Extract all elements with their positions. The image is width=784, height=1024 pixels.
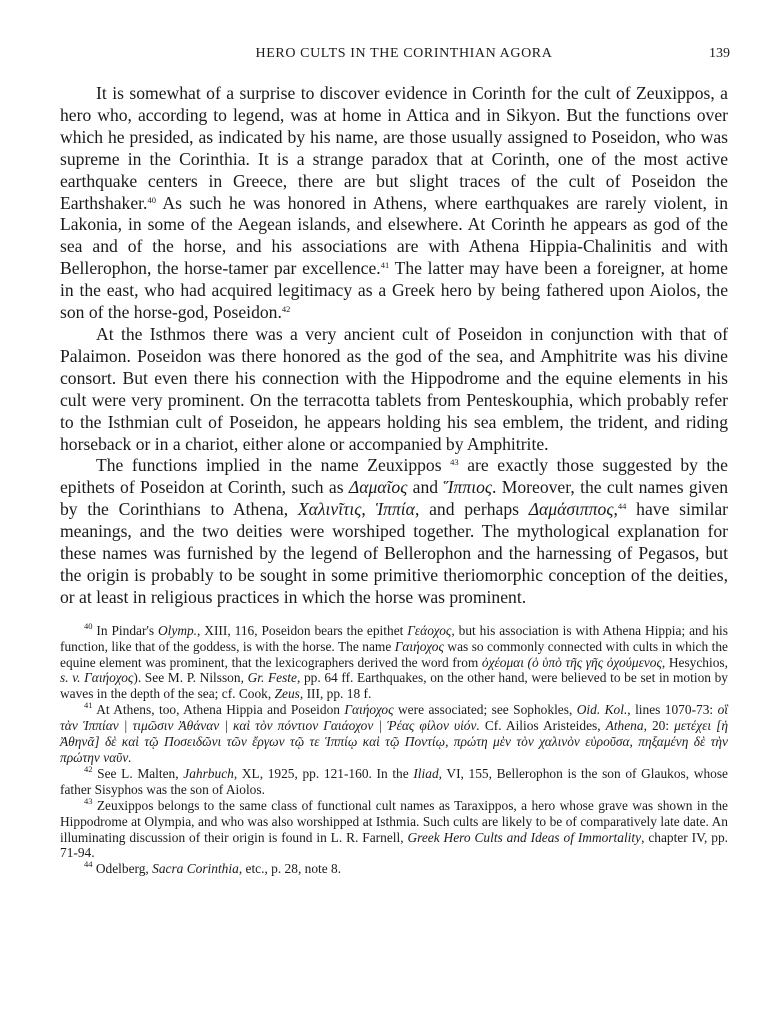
italic-text: οἳ τὰν Ἱππίαν | τιμῶσιν Ἀθάναν | καὶ τὸν πόντιον Γαιάοχον | Ῥέας φίλον υἱόν. xyxy=(60,702,728,734)
italic-text: Iliad xyxy=(413,765,439,781)
italic-text: Γεάοχος xyxy=(407,622,452,638)
running-header xyxy=(60,46,728,74)
running-title: HERO CULTS IN THE CORINTHIAN AGORA xyxy=(255,46,553,61)
italic-text: Γαιήοχος xyxy=(84,670,134,686)
footnote-ref: 42 xyxy=(84,763,93,774)
italic-text: Ἵππιος xyxy=(443,477,493,498)
text-run: It is somewhat of a surprise to discover evidence in Corinth for the cult of Zeuxippos, a hero who, according to legend, was at home in Attica and in Sikyon. But the functions over which he presided, as indicated by his name, are those usually assigned to Poseidon, who was supreme in the Corinthia. It is a strange paradox that at Corinth, one of the most active earthquake centers in Greece, there are but slight traces of the cult of Poseidon the Earthshaker. xyxy=(60,83,728,213)
body-paragraph xyxy=(60,83,728,324)
text-run: , etc., p. 28, note 8. xyxy=(238,861,342,877)
footnote-44 xyxy=(60,861,728,877)
text-run: The functions implied in the name Zeuxippos xyxy=(96,455,451,476)
text-run: was so commonly connected with cults in which the equine element was prominent, that the lexicographers derived the word from xyxy=(60,638,728,670)
italic-text: Zeus xyxy=(274,686,300,702)
footnote-ref: 44 xyxy=(617,501,627,512)
text-run: have similar meanings, and the two deities were worshiped together. The mythological explanation for these names was furnished by the legend of Bellerophon and the harnessing of Pegasos, but the origin is probably to be sought in some primitive theriomorphic conception of the deities, or at least in religious practices in which the horse was prominent. xyxy=(60,499,729,607)
footnote-ref: 41 xyxy=(84,700,93,711)
text-run: , pp. 64 ff. Earthquakes, on the other hand, were believed to be set in motion by waves in the depth of the sea; cf. Cook, xyxy=(60,670,728,702)
italic-text: Olymp. xyxy=(157,622,198,638)
italic-text: Γαιήοχος xyxy=(344,702,394,718)
footnote-ref: 42 xyxy=(281,304,291,315)
italic-text: Γαιήοχος xyxy=(394,638,444,654)
footnote-ref: 43 xyxy=(450,457,459,468)
text-run: , XIII, 116, Poseidon bears the epithet xyxy=(197,622,408,638)
text-run: See L. Malten, xyxy=(92,765,184,781)
text-run: , 20: xyxy=(643,718,675,734)
page-number: 139 xyxy=(709,46,730,61)
footnote-ref: 43 xyxy=(84,795,93,806)
page xyxy=(60,46,728,877)
text-run: In Pindar's xyxy=(92,622,158,638)
italic-text: Gr. Feste xyxy=(247,670,297,686)
italic-text: Χαλινῖτις xyxy=(297,499,362,520)
body-text xyxy=(60,83,728,609)
text-run: Zeuxippos belongs to the same class of functional cult names as Taraxippos, a hero whose grave was shown in the Hippodrome at Olympia, and who was also worshipped at Isthmia. Such cults are likely to be of comparatively late date. An illuminating discussion of their origin is found in L. R. Farnell, xyxy=(60,797,728,845)
italic-text: ὀχέομαι (ὁ ὑπὸ τῆς γῆς ὀχούμενος xyxy=(481,654,662,670)
text-run: The latter may have been a foreigner, at home in the east, who had acquired legitimacy as a Greek hero by being fathered upon Aiolos, the son of the horse-god, Poseidon. xyxy=(60,258,728,323)
body-paragraph xyxy=(60,455,728,608)
footnote-ref: 40 xyxy=(147,194,156,205)
text-run: Odelberg, xyxy=(92,861,153,877)
text-run: , VI, 155, Bellerophon is the son of Glaukos, whose father Sisyphos was the son of Aiolos. xyxy=(60,765,728,797)
text-run: . Moreover, the cult names given by the Corinthians to Athena, xyxy=(60,477,728,520)
text-run: and xyxy=(407,477,444,498)
text-run: , and perhaps xyxy=(414,499,529,520)
italic-text: Jahrbuch xyxy=(183,765,234,781)
footnote-42 xyxy=(60,763,728,798)
text-run: Cf. Ailios Aristeides, xyxy=(479,718,606,734)
text-run: At Athens, too, Athena Hippia and Poseidon xyxy=(92,702,345,718)
body-paragraph xyxy=(60,324,728,455)
footnote-41 xyxy=(60,702,728,766)
text-run: are exactly those suggested by the epithets of Poseidon at Corinth, such as xyxy=(60,455,728,498)
text-run: ). See M. P. Nilsson, xyxy=(133,670,248,686)
text-run: , but his association is with Athena Hippia; and his function, like that of the goddess, is with the horse. The name xyxy=(60,622,728,654)
footnote-ref: 40 xyxy=(84,620,93,631)
text-run: As such he was honored in Athens, where earthquakes are rarely violent, in Lakonia, in some of the Aegean islands, and elsewhere. At Corinth he appears as god of the sea and of the horse, and his associations are with Athena Hippia-Chalinitis and with Bellerophon, the horse-tamer par excellence. xyxy=(60,192,728,279)
italic-text: Ἱππία xyxy=(375,499,415,520)
italic-text: Δαμαῖος xyxy=(348,477,408,498)
text-run: , xyxy=(613,499,618,520)
italic-text: Δαμάσιππος xyxy=(528,499,614,520)
italic-text: Sacra Corinthia xyxy=(152,861,239,877)
text-run: , XL, 1925, pp. 121-160. In the xyxy=(233,765,414,781)
text-run: , chapter IV, pp. 71-94. xyxy=(60,829,728,861)
text-run: , lines 1070-73: xyxy=(627,702,718,718)
text-run: , xyxy=(361,499,376,520)
italic-text: Oid. Kol. xyxy=(576,702,628,718)
text-run: , III, pp. 18 f. xyxy=(299,686,372,702)
footnotes xyxy=(60,620,728,878)
footnote-43 xyxy=(60,795,728,862)
italic-text: s. v. xyxy=(60,670,81,686)
footnote-ref: 41 xyxy=(380,260,390,271)
text-run: At the Isthmos there was a very ancient cult of Poseidon in conjunction with that of Palaimon. Poseidon was there honored as the god of the sea, and Amphitrite was his divine consort. But even there his connection with the Hippodrome and the equine elements in his cult were very prominent. On the terracotta tablets from Penteskouphia, which probably refer to the Isthmian cult of Poseidon, he appears holding his sea emblem, the trident, and riding horseback or in a chariot, either alone or accompanied by Amphitrite. xyxy=(60,323,728,454)
footnote-ref: 44 xyxy=(84,859,93,870)
text-run: , Hesychios, xyxy=(661,654,728,670)
text-run: were associated; see Sophokles, xyxy=(393,702,577,718)
italic-text: Athena xyxy=(605,718,644,734)
italic-text: μετέχει [ἡ Ἀθηνᾶ] δὲ καὶ τῷ Ποσειδῶνι τῶν ἔργων τῷ τε Ἱππίῳ καὶ τῷ Ποντίῳ, πρώτη μὲν τὸν χαλινὸν εὑροῦσα, πηξαμένη δὲ τὴν πρώτην ναῦν. xyxy=(60,718,728,765)
italic-text: Greek Hero Cults and Ideas of Immortality xyxy=(407,829,642,845)
footnote-40 xyxy=(60,620,728,703)
